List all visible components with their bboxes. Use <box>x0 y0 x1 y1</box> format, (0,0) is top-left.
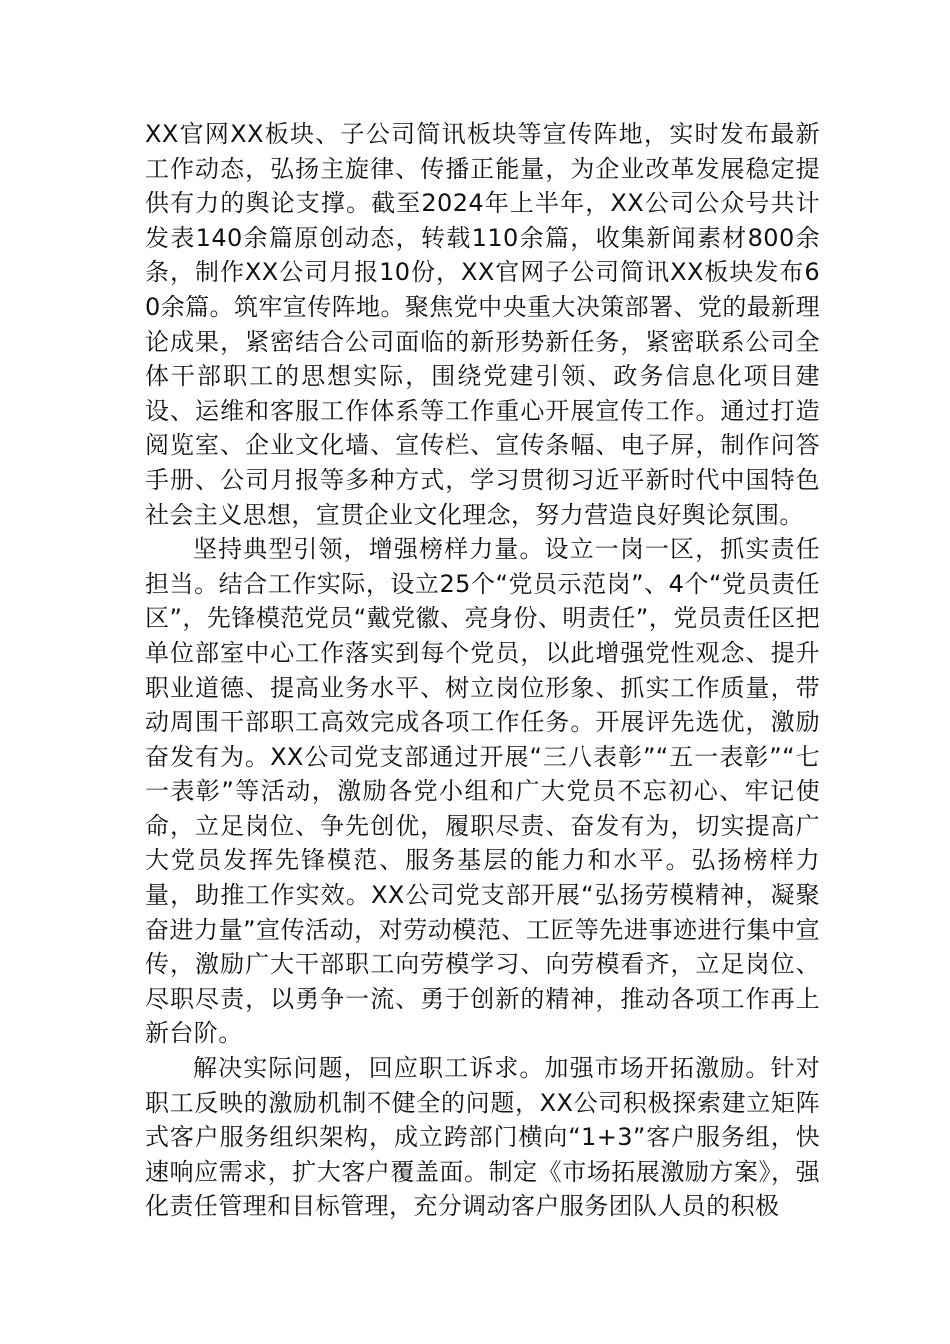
paragraph-role-models: 坚持典型引领，增强榜样力量。设立一岗一区，抓实责任担当。结合工作实际，设立25个“党员示范岗”、4个“党员责任区”，先锋模范党员“戴党徽、亮身份、明责任”，党员责任区把单位部室中心工作落实到每个党员，以此增强党性观念、提升职业道德、提高业务水平、树立岗位形象、抓实工作质量，带动周围干部职工高效完成各项工作任务。开展评先选优，激励奋发有为。XX公司党支部通过开展“三八表彰”“五一表彰”“七一表彰”等活动，激励各党小组和广大党员不忘初心、牢记使命，立足岗位、争先创优，履职尽责、奋发有为，切实提高广大党员发挥先锋模范、服务基层的能力和水平。弘扬榜样力量，助推工作实效。XX公司党支部开展“弘扬劳模精神，凝聚奋进力量”宣传活动，对劳动模范、工匠等先进事迹进行集中宣传，激励广大干部职工向劳模学习、向劳模看齐，立足岗位、尽职尽责，以勇争一流、勇于创新的精神，推动各项工作再上新台阶。 <box>145 535 820 1048</box>
paragraph-employee-concerns: 解决实际问题，回应职工诉求。加强市场开拓激励。针对职工反映的激励机制不健全的问题，XX公司积极探索建立矩阵式客户服务组织架构，成立跨部门横向“1+3”客户服务组，快速响应需求，扩大客户覆盖面。制定《市场拓展激励方案》，强化责任管理和目标管理，充分调动客户服务团队人员的积极 <box>145 1054 820 1221</box>
body-text <box>145 117 820 1224</box>
paragraph-publicity-platforms: XX官网XX板块、子公司简讯板块等宣传阵地，实时发布最新工作动态，弘扬主旋律、传播正能量，为企业改革发展稳定提供有力的舆论支撑。截至2024年上半年，XX公司公众号共计发表140余篇原创动态，转载110余篇，收集新闻素材800余条，制作XX公司月报10份，XX官网子公司简讯XX板块发布60余篇。筑牢宣传阵地。聚焦党中央重大决策部署、党的最新理论成果，紧密结合公司面临的新形势新任务，紧密联系公司全体干部职工的思想实际，围绕党建引领、政务信息化项目建设、运维和客服工作体系等工作重心开展宣传工作。通过打造阅览室、企业文化墙、宣传栏、宣传条幅、电子屏，制作问答手册、公司月报等多种方式，学习贯彻习近平新时代中国特色社会主义思想，宣贯企业文化理念，努力营造良好舆论氛围。 <box>145 120 820 529</box>
